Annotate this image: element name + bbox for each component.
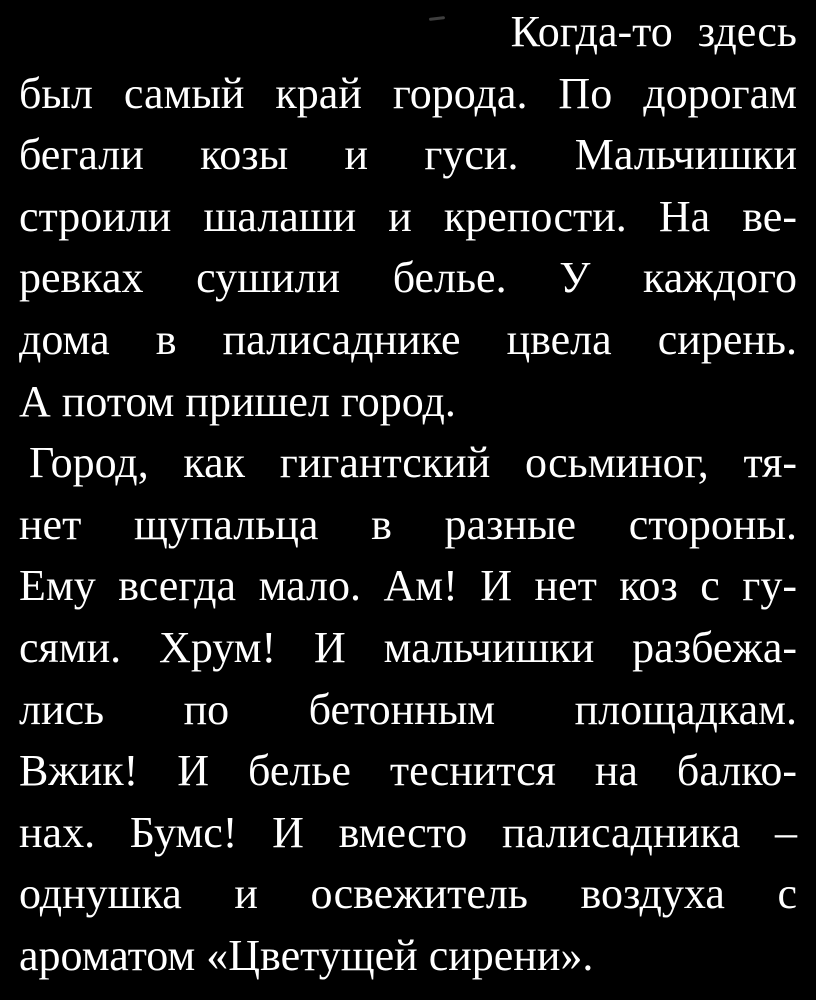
- text-line: Вжик! И белье теснится на балко-: [19, 746, 797, 796]
- text-line: был самый край города. По дорогам: [19, 68, 797, 118]
- text-line: нет щупальца в разные стороны.: [19, 499, 797, 549]
- text-line: Когда-то здесь: [510, 7, 797, 56]
- text-line: Ему всегда мало. Ам! И нет коз с гу-: [19, 561, 797, 611]
- text-line: ароматом «Цветущей сирени».: [19, 930, 594, 980]
- text-line: ревках сушили белье. У каждого: [19, 253, 797, 303]
- text-line: бегали козы и гуси. Мальчишки: [19, 130, 797, 180]
- text-line: строили шалаши и крепости. На ве-: [19, 191, 797, 241]
- text-line: нах. Бумс! И вместо палисадника –: [19, 807, 797, 857]
- text-line: А потом пришел город.: [19, 376, 456, 426]
- text-line: лись по бетонным площадкам.: [19, 684, 797, 734]
- text-line: дома в палисаднике цвела сирень.: [19, 314, 797, 364]
- text-line: Город, как гигантский осьминог, тя-: [29, 438, 797, 488]
- text-line: однушка и освежитель воздуха с: [19, 869, 797, 919]
- text-line: сями. Хрум! И мальчишки разбежа-: [19, 622, 797, 672]
